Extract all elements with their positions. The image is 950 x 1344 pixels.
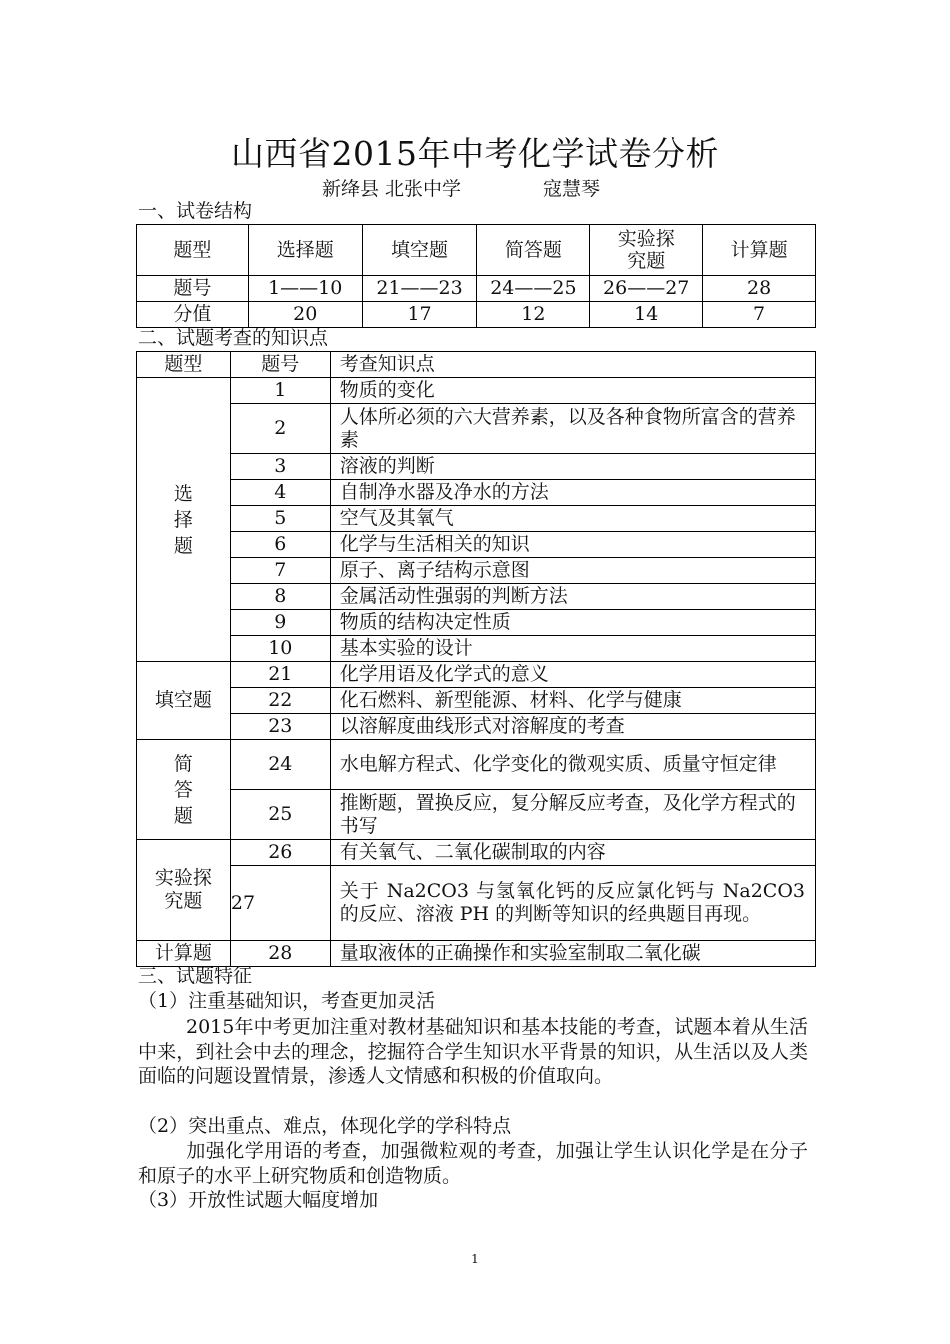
structure-header-cell: 简答题 [477,225,590,276]
knowledge-header-cell: 题型 [137,352,231,378]
structure-table [136,224,816,328]
knowledge-header-cell: 考查知识点 [330,352,815,378]
structure-cell: 24——25 [477,276,590,302]
feature-paragraph-text: 2015年中考更加注重对教材基础知识和基本技能的考查，试题本着从生活中来，到社会中去的理念，挖掘符合学生知识水平背景的知识，从生活以及人类面临的问题设置情景，渗透人文情感和积极的价值取向。 [138,1016,808,1087]
question-type-cell: 填空题 [137,662,231,740]
question-number-cell: 26 [230,840,330,866]
knowledge-point-cell: 有关氧气、二氧化碳制取的内容 [330,840,815,866]
structure-cell: 28 [703,276,816,302]
knowledge-point-cell: 人体所必须的六大营养素，以及各种食物所富含的营养素 [330,404,815,454]
feature-heading: （1）注重基础知识，考查更加灵活 [138,990,436,1012]
question-type-cell: 简 答 题 [137,740,231,840]
structure-cell: 7 [703,302,816,328]
question-number-cell: 1 [230,378,330,404]
question-number-cell: 25 [230,790,330,840]
question-type-cell: 实验探 究题 [137,840,231,941]
question-number-cell: 9 [230,610,330,636]
question-number-cell: 4 [230,480,330,506]
knowledge-point-cell: 金属活动性强弱的判断方法 [330,584,815,610]
structure-cell: 1——10 [248,276,362,302]
author-school: 新绛县 北张中学 [322,178,462,200]
knowledge-table [136,351,816,967]
structure-header-cell: 计算题 [703,225,816,276]
question-type-cell: 选 择 题 [137,378,231,662]
knowledge-point-cell: 量取液体的正确操作和实验室制取二氧化碳 [330,941,815,967]
structure-cell: 分值 [137,302,249,328]
question-number-cell: 22 [230,688,330,714]
knowledge-point-cell: 化学与生活相关的知识 [330,532,815,558]
question-number-cell: 28 [230,941,330,967]
question-number-cell: 3 [230,454,330,480]
knowledge-point-cell: 化学用语及化学式的意义 [330,662,815,688]
question-number-cell: 10 [230,636,330,662]
knowledge-point-cell: 溶液的判断 [330,454,815,480]
structure-cell: 题号 [137,276,249,302]
knowledge-point-cell: 原子、离子结构示意图 [330,558,815,584]
knowledge-header-cell: 题号 [230,352,330,378]
section-heading-structure: 一、试卷结构 [138,200,253,222]
knowledge-point-cell: 关于 Na2CO3 与氢氧化钙的反应氯化钙与 Na2CO3 的反应、溶液 PH 的判断等知识的经典题目再现。 [330,866,815,941]
author-line [322,174,600,201]
section-heading-knowledge: 二、试题考查的知识点 [138,327,329,349]
question-number-cell: 23 [230,714,330,740]
knowledge-point-cell: 推断题，置换反应，复分解反应考查，及化学方程式的书写 [330,790,815,840]
structure-cell: 17 [362,302,477,328]
question-number-cell: 2 [230,404,330,454]
feature-paragraph [138,1015,808,1089]
structure-cell: 12 [477,302,590,328]
knowledge-point-cell: 基本实验的设计 [330,636,815,662]
feature-paragraph-text: 加强化学用语的考查，加强微粒观的考查，加强让学生认识化学是在分子和原子的水平上研究物质和创造物质。 [138,1140,808,1187]
structure-cell: 20 [248,302,362,328]
knowledge-point-cell: 空气及其氧气 [330,506,815,532]
knowledge-point-cell: 化石燃料、新型能源、材料、化学与健康 [330,688,815,714]
structure-header-cell: 填空题 [362,225,477,276]
structure-cell: 14 [590,302,703,328]
question-number-cell: 7 [230,558,330,584]
question-number-cell: 21 [230,662,330,688]
question-type-cell: 计算题 [137,941,231,967]
structure-header-cell: 实验探究题 [590,225,703,276]
knowledge-point-cell: 物质的结构决定性质 [330,610,815,636]
structure-cell: 26——27 [590,276,703,302]
structure-header-cell: 选择题 [248,225,362,276]
knowledge-point-cell: 物质的变化 [330,378,815,404]
knowledge-point-cell: 自制净水器及净水的方法 [330,480,815,506]
feature-heading: （3）开放性试题大幅度增加 [138,1189,379,1211]
feature-paragraph [138,1139,808,1188]
question-number-cell: 24 [230,740,330,790]
document-title: 山西省2015年中考化学试卷分析 [231,134,719,173]
question-number-cell: 27 [230,866,330,941]
structure-header-cell: 题型 [137,225,249,276]
feature-heading: （2）突出重点、难点，体现化学的学科特点 [138,1115,512,1137]
page-number: 1 [471,1252,479,1266]
knowledge-point-cell: 以溶解度曲线形式对溶解度的考查 [330,714,815,740]
section-heading-features: 三、试题特征 [138,965,253,987]
author-name: 寇慧琴 [543,178,601,200]
structure-cell: 21——23 [362,276,477,302]
question-number-cell: 5 [230,506,330,532]
knowledge-point-cell: 水电解方程式、化学变化的微观实质、质量守恒定律 [330,740,815,790]
question-number-cell: 8 [230,584,330,610]
question-number-cell: 6 [230,532,330,558]
